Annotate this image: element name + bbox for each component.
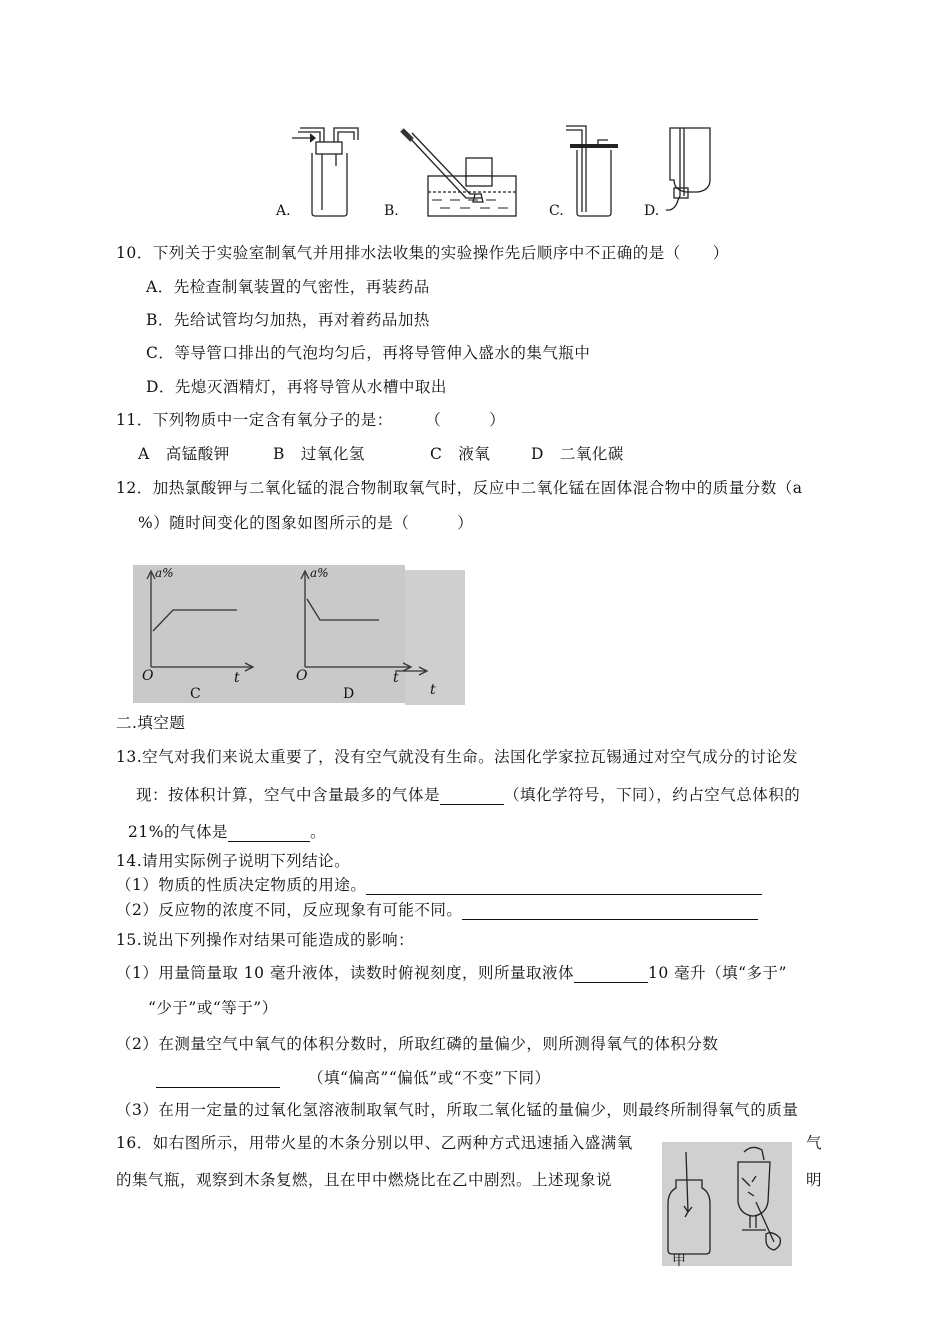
- q15-stem: 15.说出下列操作对结果可能造成的影响：: [116, 931, 415, 949]
- apparatus-a: [292, 128, 358, 216]
- q13-line2: [136, 785, 800, 805]
- q13-line1: 13.空气对我们来说太重要了，没有空气就没有生命。法国化学家拉瓦锡通过对空气成分的讨论发: [116, 748, 799, 766]
- q13-line3b: 。: [309, 823, 326, 841]
- q15-blank-1[interactable]: [574, 966, 648, 983]
- q15-item1b: 10 毫升（填“多于”: [647, 964, 787, 982]
- apparatus-label-b: B.: [384, 203, 399, 219]
- q14-item1: [116, 875, 762, 895]
- graph-c-label: C: [190, 686, 201, 702]
- q15-item3: （3）在用一定量的过氧化氢溶液制取氧气时，所取二氧化锰的量偏少，则最终所制得氧气的质量: [116, 1101, 799, 1119]
- apparatus-label-d: D.: [644, 203, 660, 219]
- q10-option-b: B．先给试管均匀加热，再对着药品加热: [146, 311, 430, 329]
- q14-stem: 14.请用实际例子说明下列结论。: [116, 852, 351, 870]
- q16-line2b: 明: [806, 1171, 823, 1189]
- graph-c-origin: O: [142, 668, 154, 684]
- q15-item2b: （填“偏高”“偏低”或“不变”下同）: [308, 1069, 551, 1087]
- apparatus-d: [666, 128, 710, 210]
- q16-line2a: 的集气瓶，观察到木条复燃，且在甲中燃烧比在乙中剧烈。上述现象说: [116, 1171, 613, 1189]
- q11-option-d: D 二氧化碳: [531, 445, 624, 463]
- q15-item2a: （2）在测量空气中氧气的体积分数时，所取红磷的量偏少，则所测得氧气的体积分数: [116, 1035, 719, 1053]
- graph-d-ylabel: a%: [310, 566, 329, 580]
- q16-line1a: 16．如右图所示，用带火星的木条分别以甲、乙两种方式迅速插入盛满氧: [116, 1134, 633, 1152]
- q16-line1b: 气: [806, 1134, 823, 1152]
- graph-d-xlabel: t: [393, 670, 399, 686]
- q15-item1a: （1）用量筒量取 10 毫升液体，读数时俯视刻度，则所量取液体: [116, 964, 574, 982]
- q13-line3: [128, 822, 326, 842]
- q13-blank-2[interactable]: [228, 825, 310, 842]
- q14-item2: [116, 900, 758, 920]
- q16-figure: [662, 1142, 792, 1266]
- q16-figure-label: 甲: [672, 1253, 686, 1269]
- apparatus-label-c: C.: [549, 203, 564, 219]
- q10-stem: 10．下列关于实验室制氧气并用排水法收集的实验操作先后顺序中不正确的是（ ）: [116, 244, 729, 262]
- q12-stem-line1: 12．加热氯酸钾与二氧化锰的混合物制取氧气时，反应中二氧化锰在固体混合物中的质量分数（a: [116, 479, 803, 497]
- apparatus-b: [402, 130, 516, 216]
- q15-blank-2[interactable]: [156, 1071, 280, 1088]
- section-heading: 二.填空题: [116, 714, 186, 732]
- graph-c-xlabel: t: [234, 670, 240, 686]
- q12-stem-line2: %）随时间变化的图象如图所示的是（ ）: [138, 514, 474, 532]
- graph-d-label: D: [343, 686, 355, 702]
- q15-item1: [116, 963, 787, 983]
- q13-line2b: （填化学符号，下同），约占空气总体积的: [504, 786, 801, 804]
- q15-item2: [156, 1068, 551, 1088]
- q14-item1-text: （1）物质的性质决定物质的用途。: [116, 876, 367, 894]
- q14-item2-text: （2）反应物的浓度不同，反应现象有可能不同。: [116, 901, 463, 919]
- q11-option-a: A 高锰酸钾: [138, 445, 230, 463]
- q15-item1c: “少于”或“等于”）: [148, 999, 278, 1017]
- q11-option-b: B 过氧化氢: [273, 445, 365, 463]
- q13-line2a: 现：按体积计算，空气中含量最多的气体是: [136, 786, 441, 804]
- q10-option-a: A．先检查制氧装置的气密性，再装药品: [146, 278, 430, 296]
- apparatus-label-a: A.: [276, 203, 291, 219]
- q10-option-c: C．等导管口排出的气泡均匀后，再将导管伸入盛水的集气瓶中: [146, 344, 591, 362]
- apparatus-c: [566, 126, 618, 216]
- q14-blank-2[interactable]: [462, 903, 758, 920]
- graph-c-ylabel: a%: [155, 566, 174, 580]
- q13-blank-1[interactable]: [440, 788, 504, 805]
- q10-option-d: D．先熄灭酒精灯，再将导管从水槽中取出: [146, 378, 447, 396]
- graph-d-origin: O: [296, 668, 308, 684]
- q11-option-c: C 液氧: [430, 445, 491, 463]
- q13-line3a: 21%的气体是: [128, 823, 228, 841]
- graph-extra-xlabel: t: [430, 682, 436, 698]
- q11-stem: 11．下列物质中一定含有氧分子的是： （ ）: [116, 411, 506, 429]
- q14-blank-1[interactable]: [366, 878, 762, 895]
- q12-graphs: [133, 565, 465, 705]
